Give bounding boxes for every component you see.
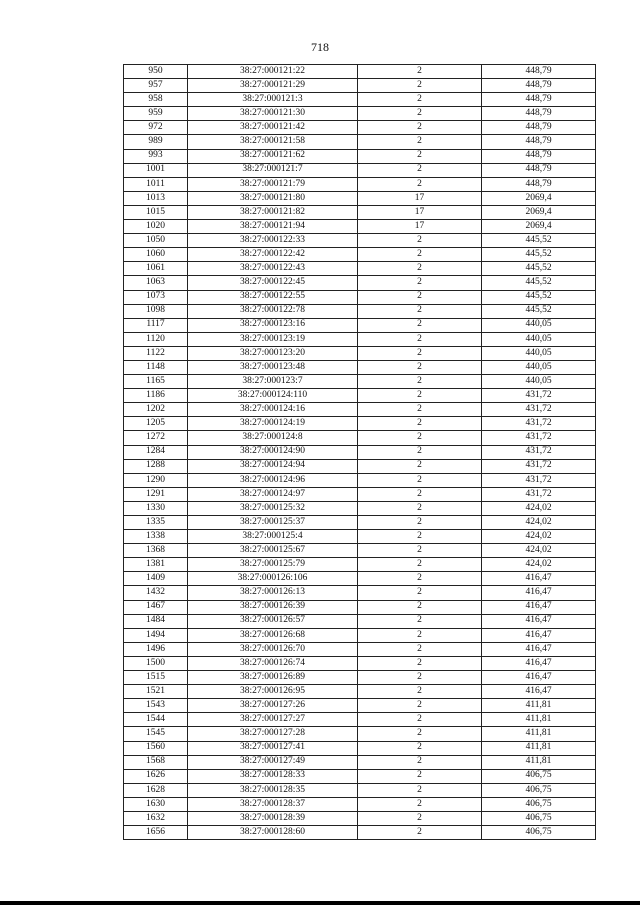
cadastral-number-cell: 38:27:000121:79 [188, 177, 358, 191]
cadastral-number-cell: 38:27:000121:29 [188, 79, 358, 93]
row-number-cell: 1521 [124, 685, 188, 699]
table-row [124, 360, 596, 374]
cadastral-number-cell: 38:27:000126:57 [188, 614, 358, 628]
quantity-cell: 2 [358, 642, 482, 656]
quantity-cell: 2 [358, 107, 482, 121]
row-number-cell: 1628 [124, 783, 188, 797]
cadastral-number-cell: 38:27:000125:67 [188, 544, 358, 558]
cadastral-number-cell: 38:27:000126:68 [188, 628, 358, 642]
quantity-cell: 2 [358, 375, 482, 389]
row-number-cell: 1122 [124, 346, 188, 360]
value-cell: 416,47 [482, 642, 596, 656]
row-number-cell: 1432 [124, 586, 188, 600]
cadastral-number-cell: 38:27:000124:97 [188, 487, 358, 501]
value-cell: 431,72 [482, 389, 596, 403]
value-cell: 424,02 [482, 501, 596, 515]
cadastral-number-cell: 38:27:000126:13 [188, 586, 358, 600]
table-row [124, 205, 596, 219]
row-number-cell: 1368 [124, 544, 188, 558]
cadastral-number-cell: 38:27:000122:45 [188, 276, 358, 290]
row-number-cell: 1165 [124, 375, 188, 389]
quantity-cell: 2 [358, 656, 482, 670]
value-cell: 445,52 [482, 276, 596, 290]
row-number-cell: 1073 [124, 290, 188, 304]
table-row [124, 107, 596, 121]
cadastral-number-cell: 38:27:000127:26 [188, 699, 358, 713]
row-number-cell: 1288 [124, 459, 188, 473]
table-row [124, 318, 596, 332]
table-row [124, 234, 596, 248]
table-row [124, 445, 596, 459]
value-cell: 445,52 [482, 290, 596, 304]
row-number-cell: 950 [124, 65, 188, 79]
quantity-cell: 2 [358, 614, 482, 628]
table-row [124, 65, 596, 79]
cadastral-number-cell: 38:27:000128:60 [188, 826, 358, 840]
value-cell: 445,52 [482, 234, 596, 248]
table-body [124, 65, 596, 840]
cadastral-number-cell: 38:27:000124:96 [188, 473, 358, 487]
value-cell: 431,72 [482, 445, 596, 459]
row-number-cell: 957 [124, 79, 188, 93]
cadastral-number-cell: 38:27:000127:27 [188, 713, 358, 727]
quantity-cell: 2 [358, 177, 482, 191]
value-cell: 411,81 [482, 755, 596, 769]
quantity-cell: 2 [358, 79, 482, 93]
quantity-cell: 2 [358, 149, 482, 163]
value-cell: 406,75 [482, 783, 596, 797]
row-number-cell: 1001 [124, 163, 188, 177]
cadastral-number-cell: 38:27:000124:16 [188, 403, 358, 417]
row-number-cell: 1494 [124, 628, 188, 642]
row-number-cell: 1015 [124, 205, 188, 219]
row-number-cell: 1496 [124, 642, 188, 656]
row-number-cell: 1202 [124, 403, 188, 417]
table-row [124, 811, 596, 825]
row-number-cell: 1120 [124, 332, 188, 346]
cadastral-number-cell: 38:27:000127:49 [188, 755, 358, 769]
cadastral-number-cell: 38:27:000127:41 [188, 741, 358, 755]
table-row [124, 699, 596, 713]
quantity-cell: 2 [358, 783, 482, 797]
row-number-cell: 958 [124, 93, 188, 107]
quantity-cell: 2 [358, 685, 482, 699]
quantity-cell: 17 [358, 205, 482, 219]
table-row [124, 346, 596, 360]
quantity-cell: 2 [358, 445, 482, 459]
table-row [124, 487, 596, 501]
quantity-cell: 2 [358, 628, 482, 642]
table-row [124, 431, 596, 445]
row-number-cell: 1484 [124, 614, 188, 628]
value-cell: 445,52 [482, 262, 596, 276]
row-number-cell: 1560 [124, 741, 188, 755]
cadastral-number-cell: 38:27:000121:94 [188, 220, 358, 234]
table-row [124, 290, 596, 304]
table-row [124, 783, 596, 797]
value-cell: 416,47 [482, 572, 596, 586]
quantity-cell: 2 [358, 304, 482, 318]
cadastral-number-cell: 38:27:000126:106 [188, 572, 358, 586]
cadastral-number-cell: 38:27:000125:4 [188, 530, 358, 544]
table-row [124, 332, 596, 346]
cadastral-number-cell: 38:27:000128:37 [188, 797, 358, 811]
cadastral-number-cell: 38:27:000121:80 [188, 191, 358, 205]
value-cell: 431,72 [482, 487, 596, 501]
quantity-cell: 2 [358, 699, 482, 713]
cadastral-number-cell: 38:27:000123:16 [188, 318, 358, 332]
table-row [124, 671, 596, 685]
page-number: 718 [311, 40, 329, 54]
row-number-cell: 1011 [124, 177, 188, 191]
row-number-cell: 1272 [124, 431, 188, 445]
quantity-cell: 2 [358, 797, 482, 811]
quantity-cell: 2 [358, 755, 482, 769]
value-cell: 440,05 [482, 375, 596, 389]
row-number-cell: 1284 [124, 445, 188, 459]
quantity-cell: 2 [358, 332, 482, 346]
row-number-cell: 1186 [124, 389, 188, 403]
value-cell: 416,47 [482, 600, 596, 614]
table-row [124, 248, 596, 262]
table-row [124, 741, 596, 755]
quantity-cell: 2 [358, 93, 482, 107]
value-cell: 431,72 [482, 417, 596, 431]
quantity-cell: 2 [358, 318, 482, 332]
cadastral-number-cell: 38:27:000123:20 [188, 346, 358, 360]
row-number-cell: 1500 [124, 656, 188, 670]
table-row [124, 558, 596, 572]
table-row [124, 389, 596, 403]
row-number-cell: 1338 [124, 530, 188, 544]
table-row [124, 572, 596, 586]
table-row [124, 163, 596, 177]
row-number-cell: 972 [124, 121, 188, 135]
quantity-cell: 2 [358, 473, 482, 487]
quantity-cell: 2 [358, 713, 482, 727]
cadastral-number-cell: 38:27:000125:79 [188, 558, 358, 572]
table-row [124, 417, 596, 431]
row-number-cell: 1656 [124, 826, 188, 840]
table-row [124, 755, 596, 769]
row-number-cell: 1545 [124, 727, 188, 741]
row-number-cell: 1291 [124, 487, 188, 501]
row-number-cell: 1117 [124, 318, 188, 332]
value-cell: 424,02 [482, 530, 596, 544]
quantity-cell: 2 [358, 459, 482, 473]
table-row [124, 501, 596, 515]
value-cell: 2069,4 [482, 191, 596, 205]
value-cell: 448,79 [482, 177, 596, 191]
cadastral-number-cell: 38:27:000121:82 [188, 205, 358, 219]
value-cell: 431,72 [482, 473, 596, 487]
quantity-cell: 17 [358, 220, 482, 234]
quantity-cell: 2 [358, 431, 482, 445]
quantity-cell: 2 [358, 671, 482, 685]
cadastral-number-cell: 38:27:000124:110 [188, 389, 358, 403]
value-cell: 431,72 [482, 403, 596, 417]
row-number-cell: 1060 [124, 248, 188, 262]
table-row [124, 149, 596, 163]
value-cell: 440,05 [482, 346, 596, 360]
value-cell: 416,47 [482, 671, 596, 685]
table-row [124, 135, 596, 149]
table-row [124, 403, 596, 417]
bottom-edge-bar [0, 901, 640, 905]
quantity-cell: 2 [358, 741, 482, 755]
value-cell: 448,79 [482, 65, 596, 79]
value-cell: 411,81 [482, 699, 596, 713]
quantity-cell: 2 [358, 501, 482, 515]
quantity-cell: 2 [358, 360, 482, 374]
cadastral-number-cell: 38:27:000125:37 [188, 516, 358, 530]
value-cell: 424,02 [482, 544, 596, 558]
cadastral-number-cell: 38:27:000127:28 [188, 727, 358, 741]
table-row [124, 614, 596, 628]
quantity-cell: 2 [358, 586, 482, 600]
quantity-cell: 2 [358, 276, 482, 290]
value-cell: 406,75 [482, 797, 596, 811]
quantity-cell: 2 [358, 417, 482, 431]
table-row [124, 544, 596, 558]
row-number-cell: 1515 [124, 671, 188, 685]
table-row [124, 191, 596, 205]
cadastral-number-cell: 38:27:000124:94 [188, 459, 358, 473]
row-number-cell: 1626 [124, 769, 188, 783]
quantity-cell: 17 [358, 191, 482, 205]
quantity-cell: 2 [358, 544, 482, 558]
cadastral-number-cell: 38:27:000126:70 [188, 642, 358, 656]
cadastral-number-cell: 38:27:000121:7 [188, 163, 358, 177]
quantity-cell: 2 [358, 826, 482, 840]
row-number-cell: 993 [124, 149, 188, 163]
table-row [124, 93, 596, 107]
table-row [124, 713, 596, 727]
quantity-cell: 2 [358, 516, 482, 530]
cadastral-number-cell: 38:27:000123:48 [188, 360, 358, 374]
table-row [124, 600, 596, 614]
value-cell: 406,75 [482, 811, 596, 825]
quantity-cell: 2 [358, 262, 482, 276]
row-number-cell: 1013 [124, 191, 188, 205]
value-cell: 416,47 [482, 586, 596, 600]
quantity-cell: 2 [358, 135, 482, 149]
cadastral-number-cell: 38:27:000122:78 [188, 304, 358, 318]
cadastral-number-cell: 38:27:000123:19 [188, 332, 358, 346]
table-row [124, 473, 596, 487]
value-cell: 448,79 [482, 163, 596, 177]
quantity-cell: 2 [358, 572, 482, 586]
value-cell: 448,79 [482, 149, 596, 163]
row-number-cell: 1409 [124, 572, 188, 586]
cadastral-number-cell: 38:27:000121:58 [188, 135, 358, 149]
row-number-cell: 1050 [124, 234, 188, 248]
table-row [124, 79, 596, 93]
value-cell: 411,81 [482, 713, 596, 727]
cadastral-number-cell: 38:27:000122:42 [188, 248, 358, 262]
row-number-cell: 1632 [124, 811, 188, 825]
row-number-cell: 959 [124, 107, 188, 121]
quantity-cell: 2 [358, 811, 482, 825]
cadastral-number-cell: 38:27:000126:89 [188, 671, 358, 685]
value-cell: 448,79 [482, 135, 596, 149]
quantity-cell: 2 [358, 727, 482, 741]
quantity-cell: 2 [358, 530, 482, 544]
cadastral-number-cell: 38:27:000126:74 [188, 656, 358, 670]
cadastral-number-cell: 38:27:000124:19 [188, 417, 358, 431]
cadastral-number-cell: 38:27:000128:35 [188, 783, 358, 797]
cadastral-number-cell: 38:27:000126:39 [188, 600, 358, 614]
quantity-cell: 2 [358, 121, 482, 135]
row-number-cell: 1568 [124, 755, 188, 769]
value-cell: 431,72 [482, 431, 596, 445]
table-row [124, 304, 596, 318]
table-row [124, 628, 596, 642]
cadastral-number-cell: 38:27:000121:30 [188, 107, 358, 121]
value-cell: 445,52 [482, 304, 596, 318]
row-number-cell: 1543 [124, 699, 188, 713]
table-row [124, 530, 596, 544]
table-row [124, 262, 596, 276]
row-number-cell: 1335 [124, 516, 188, 530]
row-number-cell: 1148 [124, 360, 188, 374]
table-row [124, 177, 596, 191]
table-row [124, 375, 596, 389]
value-cell: 2069,4 [482, 220, 596, 234]
value-cell: 411,81 [482, 741, 596, 755]
row-number-cell: 1020 [124, 220, 188, 234]
row-number-cell: 1063 [124, 276, 188, 290]
value-cell: 424,02 [482, 516, 596, 530]
value-cell: 440,05 [482, 332, 596, 346]
table-row [124, 586, 596, 600]
quantity-cell: 2 [358, 403, 482, 417]
value-cell: 411,81 [482, 727, 596, 741]
table-row [124, 656, 596, 670]
quantity-cell: 2 [358, 558, 482, 572]
value-cell: 445,52 [482, 248, 596, 262]
table-row [124, 516, 596, 530]
value-cell: 416,47 [482, 656, 596, 670]
table-row [124, 769, 596, 783]
cadastral-number-cell: 38:27:000121:42 [188, 121, 358, 135]
row-number-cell: 1381 [124, 558, 188, 572]
cadastral-number-cell: 38:27:000121:22 [188, 65, 358, 79]
quantity-cell: 2 [358, 389, 482, 403]
cadastral-number-cell: 38:27:000121:62 [188, 149, 358, 163]
table-row [124, 642, 596, 656]
row-number-cell: 989 [124, 135, 188, 149]
table-row [124, 685, 596, 699]
table-row [124, 121, 596, 135]
table-row [124, 276, 596, 290]
value-cell: 2069,4 [482, 205, 596, 219]
quantity-cell: 2 [358, 65, 482, 79]
quantity-cell: 2 [358, 346, 482, 360]
quantity-cell: 2 [358, 769, 482, 783]
row-number-cell: 1290 [124, 473, 188, 487]
row-number-cell: 1544 [124, 713, 188, 727]
quantity-cell: 2 [358, 290, 482, 304]
cadastral-number-cell: 38:27:000128:39 [188, 811, 358, 825]
value-cell: 448,79 [482, 79, 596, 93]
quantity-cell: 2 [358, 234, 482, 248]
value-cell: 406,75 [482, 826, 596, 840]
row-number-cell: 1330 [124, 501, 188, 515]
cadastral-number-cell: 38:27:000126:95 [188, 685, 358, 699]
value-cell: 424,02 [482, 558, 596, 572]
cadastral-number-cell: 38:27:000121:3 [188, 93, 358, 107]
value-cell: 448,79 [482, 107, 596, 121]
value-cell: 416,47 [482, 614, 596, 628]
table-row [124, 459, 596, 473]
cadastral-number-cell: 38:27:000124:8 [188, 431, 358, 445]
table-row [124, 826, 596, 840]
quantity-cell: 2 [358, 248, 482, 262]
cadastral-number-cell: 38:27:000122:55 [188, 290, 358, 304]
quantity-cell: 2 [358, 487, 482, 501]
value-cell: 406,75 [482, 769, 596, 783]
cadastral-number-cell: 38:27:000124:90 [188, 445, 358, 459]
cadastral-number-cell: 38:27:000122:33 [188, 234, 358, 248]
quantity-cell: 2 [358, 163, 482, 177]
table-row [124, 220, 596, 234]
quantity-cell: 2 [358, 600, 482, 614]
cadastral-number-cell: 38:27:000128:33 [188, 769, 358, 783]
value-cell: 440,05 [482, 318, 596, 332]
row-number-cell: 1630 [124, 797, 188, 811]
value-cell: 431,72 [482, 459, 596, 473]
row-number-cell: 1205 [124, 417, 188, 431]
value-cell: 448,79 [482, 93, 596, 107]
row-number-cell: 1467 [124, 600, 188, 614]
value-cell: 448,79 [482, 121, 596, 135]
cadastral-number-cell: 38:27:000123:7 [188, 375, 358, 389]
row-number-cell: 1061 [124, 262, 188, 276]
table-row [124, 797, 596, 811]
value-cell: 416,47 [482, 628, 596, 642]
cadastral-number-cell: 38:27:000125:32 [188, 501, 358, 515]
data-table [123, 64, 596, 840]
value-cell: 440,05 [482, 360, 596, 374]
cadastral-number-cell: 38:27:000122:43 [188, 262, 358, 276]
table-row [124, 727, 596, 741]
row-number-cell: 1098 [124, 304, 188, 318]
value-cell: 416,47 [482, 685, 596, 699]
